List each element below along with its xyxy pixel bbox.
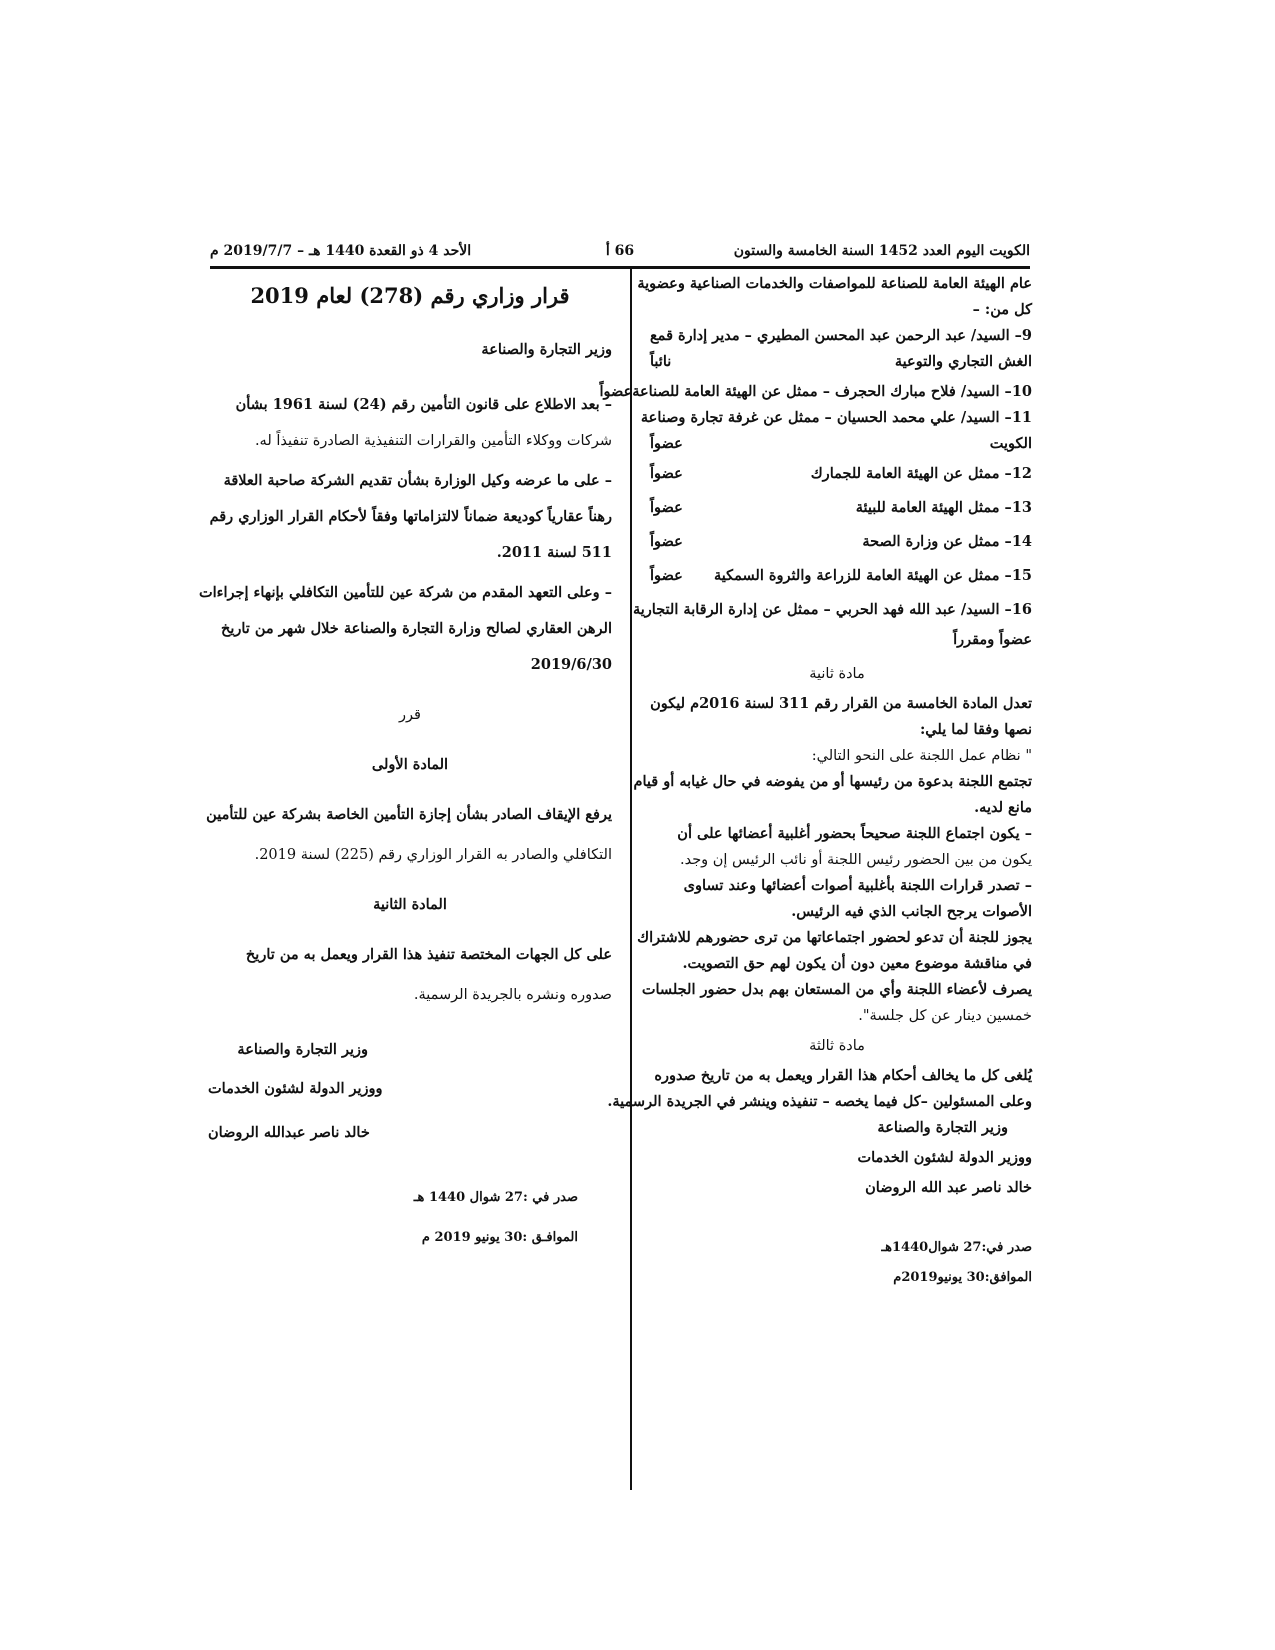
member-16-role bbox=[642, 630, 1032, 650]
article-1-text: يرفع الإيقاف الصادر بشأن إجازة التأمين الخاصة بشركة عين للتأمين bbox=[206, 806, 612, 823]
member-15 bbox=[642, 566, 1032, 586]
member-role: عضواً bbox=[599, 383, 633, 400]
article-2-text: يجوز للجنة أن تدعو لحضور اجتماعاتها من ترى حضورهم للاشتراك bbox=[637, 929, 1032, 946]
article-3-title: مادة ثالثة bbox=[809, 1038, 865, 1054]
member-name: 13– ممثل الهيئة العامة للبيئة bbox=[855, 499, 1032, 516]
preamble-text: – على ما عرضه وكيل الوزارة بشأن تقديم الشركة صاحبة العلاقة bbox=[223, 472, 612, 489]
member-9: 9– السيد/ عبد الرحمن عبد المحسن المطيري – مدير إدارة قمع bbox=[649, 327, 1032, 344]
left-column bbox=[198, 282, 612, 1248]
article-2-text: مانع لديه. bbox=[974, 799, 1032, 816]
preamble-text: – بعد الاطلاع على قانون التأمين رقم (24) لسنة 1961 بشأن bbox=[235, 396, 612, 413]
member-role: عضواً bbox=[650, 465, 683, 482]
page-number: 66 أ bbox=[605, 243, 635, 259]
member-name: 14– ممثل عن وزارة الصحة bbox=[862, 533, 1032, 550]
preamble-text: 511 لسنة 2011. bbox=[496, 544, 612, 561]
preamble-date: 2019/6/30 bbox=[530, 656, 612, 673]
signature-title: وزير التجارة والصناعة bbox=[237, 1041, 368, 1058]
page-header bbox=[210, 238, 1030, 264]
gazette-issue: الكويت اليوم العدد 1452 السنة الخامسة والستون bbox=[733, 243, 1030, 259]
signature-title: ووزير الدولة لشئون الخدمات bbox=[208, 1080, 383, 1097]
article-2-text: يكون من بين الحضور رئيس اللجنة أو نائب الرئيس إن وجد. bbox=[679, 852, 1032, 868]
signature-block bbox=[208, 1040, 368, 1060]
article-1-title: المادة الأولى bbox=[371, 756, 449, 773]
member-10 bbox=[599, 382, 1032, 402]
member-11-cont bbox=[642, 434, 1032, 454]
article-2-text: تجتمع اللجنة بدعوة من رئيسها أو من يفوضه في حال غيابه أو قيام bbox=[633, 773, 1032, 790]
intro-line: عام الهيئة العامة للصناعة للمواصفات والخدمات الصناعية وعضوية bbox=[637, 275, 1032, 292]
issue-date: الأحد 4 ذو القعدة 1440 هـ – 2019/7/7 م bbox=[210, 243, 472, 259]
article-2-text: صدوره ونشره بالجريدة الرسمية. bbox=[413, 987, 612, 1003]
issued-date: صدر في :27 شوال 1440 هـ bbox=[413, 1190, 578, 1205]
member-role: عضواً bbox=[650, 567, 683, 584]
member-16: 16– السيد/ عبد الله فهد الحربي – ممثل عن إدارة الرقابة التجارية bbox=[632, 601, 1032, 618]
corresponding-date: الموافـق :30 يونيو 2019 م bbox=[421, 1230, 578, 1245]
member-14 bbox=[642, 532, 1032, 552]
member-role: عضواً bbox=[650, 435, 683, 452]
member-11: 11– السيد/ علي محمد الحسيان – ممثل عن غرفة تجارة وصناعة bbox=[640, 409, 1032, 426]
member-12 bbox=[642, 464, 1032, 484]
member-13 bbox=[642, 498, 1032, 518]
decision-title: قرار وزاري رقم (278) لعام 2019 bbox=[250, 283, 570, 308]
article-3-text: يُلغى كل ما يخالف أحكام هذا القرار ويعمل به من تاريخ صدوره bbox=[654, 1067, 1032, 1084]
member-role: عضواً bbox=[650, 499, 683, 516]
preamble-text: شركات ووكلاء التأمين والقرارات التنفيذية الصادرة تنفيذاً له. bbox=[254, 433, 612, 449]
article-2-title: المادة الثانية bbox=[373, 896, 447, 913]
header-rule bbox=[210, 266, 1030, 269]
issuer: وزير التجارة والصناعة bbox=[481, 341, 612, 358]
member-name: 15– ممثل عن الهيئة العامة للزراعة والثروة السمكية bbox=[713, 567, 1032, 584]
signature-name: خالد ناصر عبد الله الروضان bbox=[865, 1179, 1032, 1196]
signature-title: ووزير الدولة لشئون الخدمات bbox=[857, 1149, 1032, 1166]
intro-line: كل من: – bbox=[972, 301, 1032, 318]
member-name: الغش التجاري والتوعية bbox=[894, 353, 1032, 370]
article-1-text: التكافلي والصادر به القرار الوزاري رقم (225) لسنة 2019. bbox=[254, 847, 612, 863]
member-role: نائباً bbox=[650, 353, 672, 370]
member-role: عضواً ومقرراً bbox=[953, 631, 1032, 648]
article-2-text: خمسين دينار عن كل جلسة". bbox=[858, 1008, 1032, 1024]
article-2-text: يصرف لأعضاء اللجنة وأي من المستعان بهم بدل حضور الجلسات bbox=[641, 981, 1032, 998]
article-2-text: – تصدر قرارات اللجنة بأغلبية أصوات أعضائها وعند تساوى bbox=[683, 877, 1032, 894]
article-2-text: تعدل المادة الخامسة من القرار رقم 311 لسنة 2016م ليكون bbox=[650, 695, 1032, 712]
article-2-text: نصها وفقا لما يلي: bbox=[919, 721, 1032, 738]
member-name: 12– ممثل عن الهيئة العامة للجمارك bbox=[810, 465, 1032, 482]
article-2-text: – يكون اجتماع اللجنة صحيحاً بحضور أغلبية أعضائها على أن bbox=[677, 825, 1032, 842]
member-9-cont bbox=[642, 352, 1032, 372]
member-role: عضواً bbox=[650, 533, 683, 550]
signature-title: وزير التجارة والصناعة bbox=[877, 1119, 1008, 1136]
article-2-text: على كل الجهات المختصة تنفيذ هذا القرار ويعمل به من تاريخ bbox=[245, 946, 612, 963]
column-divider bbox=[630, 266, 632, 1490]
article-3-text: وعلى المسئولين –كل فيما يخصه – تنفيذه وينشر في الجريدة الرسمية. bbox=[607, 1093, 1032, 1110]
issued-date: صدر في:27 شوال1440هـ bbox=[881, 1240, 1032, 1255]
article-2-text: " نظام عمل اللجنة على النحو التالي: bbox=[811, 748, 1032, 764]
preamble-text: الرهن العقاري لصالح وزارة التجارة والصناعة خلال شهر من تاريخ bbox=[220, 620, 612, 637]
preamble-text: – وعلى التعهد المقدم من شركة عين للتأمين التكافلي بإنهاء إجراءات bbox=[198, 584, 612, 601]
article-2-text: الأصوات يرجح الجانب الذي فيه الرئيس. bbox=[791, 903, 1032, 920]
preamble-text: رهناً عقارياً كوديعة ضماناً لالتزاماتها وفقاً لأحكام القرار الوزاري رقم bbox=[209, 508, 612, 525]
article-2-title: مادة ثانية bbox=[809, 666, 865, 682]
article-2-text: في مناقشة موضوع معين دون أن يكون لهم حق التصويت. bbox=[682, 955, 1032, 972]
decided-label: قرر bbox=[399, 707, 421, 723]
member-name: الكويت bbox=[989, 435, 1032, 452]
right-column bbox=[599, 274, 1032, 1288]
member-name: 10– السيد/ فلاح مبارك الحجرف – ممثل عن الهيئة العامة للصناعة bbox=[632, 383, 1032, 400]
corresponding-date: الموافق:30 يونيو2019م bbox=[893, 1270, 1032, 1285]
signature-name: خالد ناصر عبدالله الروضان bbox=[208, 1124, 370, 1141]
